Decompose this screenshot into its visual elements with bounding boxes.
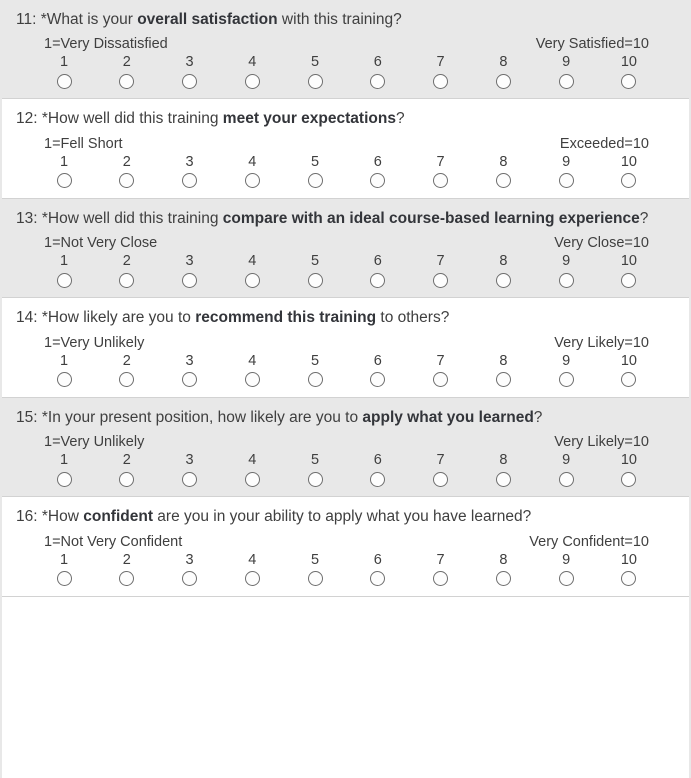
radio-option[interactable] bbox=[57, 74, 72, 89]
question-block bbox=[2, 398, 689, 497]
question-text-suffix: ? bbox=[533, 408, 543, 426]
scale-number-label: 5 bbox=[311, 253, 320, 270]
scale-number-label: 10 bbox=[620, 253, 637, 270]
rating-scale bbox=[16, 331, 675, 389]
question-text-suffix: with this training? bbox=[277, 11, 402, 28]
scale-radio-row bbox=[38, 568, 655, 588]
scale-radio-row bbox=[38, 468, 655, 488]
scale-radio-cell[interactable] bbox=[415, 172, 467, 190]
scale-radio-cell[interactable] bbox=[415, 371, 467, 389]
radio-option[interactable] bbox=[496, 74, 511, 89]
scale-radio-cell[interactable] bbox=[101, 72, 153, 90]
question-block bbox=[2, 497, 689, 596]
scale-radio-cell[interactable] bbox=[352, 570, 404, 588]
scale-radio-cell[interactable] bbox=[352, 72, 404, 90]
question-text bbox=[16, 507, 675, 527]
scale-anchor-high: Very Likely=10 bbox=[554, 334, 649, 351]
scale-radio-cell[interactable] bbox=[415, 271, 467, 289]
scale-radio-cell[interactable] bbox=[352, 172, 404, 190]
scale-radio-cell[interactable] bbox=[101, 470, 153, 488]
scale-number-label: 2 bbox=[122, 551, 131, 568]
radio-option[interactable] bbox=[245, 372, 260, 387]
radio-option[interactable] bbox=[182, 372, 197, 387]
radio-option[interactable] bbox=[370, 74, 385, 89]
scale-radio-cell[interactable] bbox=[603, 470, 655, 488]
scale-radio-row bbox=[38, 170, 655, 190]
scale-radio-cell[interactable] bbox=[101, 570, 153, 588]
scale-radio-cell[interactable] bbox=[289, 570, 341, 588]
question-text bbox=[16, 109, 675, 129]
radio-option[interactable] bbox=[370, 472, 385, 487]
scale-number-label: 10 bbox=[620, 551, 637, 568]
scale-anchor-high: Very Confident=10 bbox=[529, 533, 649, 550]
question-number: 14: bbox=[16, 309, 38, 327]
question-text-prefix: *What is your bbox=[40, 11, 138, 28]
radio-option[interactable] bbox=[119, 372, 134, 387]
radio-option[interactable] bbox=[496, 472, 511, 487]
question-text bbox=[16, 308, 675, 328]
radio-option[interactable] bbox=[119, 173, 134, 188]
scale-radio-cell[interactable] bbox=[164, 371, 216, 389]
question-number: 12: bbox=[16, 110, 38, 128]
radio-option[interactable] bbox=[245, 472, 260, 487]
radio-option[interactable] bbox=[433, 571, 448, 586]
radio-option[interactable] bbox=[433, 74, 448, 89]
radio-option[interactable] bbox=[559, 173, 574, 188]
scale-anchor-high: Very Close=10 bbox=[554, 235, 649, 252]
radio-option[interactable] bbox=[119, 273, 134, 288]
question-number: 11: bbox=[16, 11, 37, 28]
scale-radio-cell[interactable] bbox=[540, 470, 592, 488]
scale-anchor-high: Exceeded=10 bbox=[559, 135, 649, 152]
scale-number-label: 2 bbox=[122, 253, 131, 270]
radio-option[interactable] bbox=[559, 372, 574, 387]
scale-radio-cell[interactable] bbox=[289, 371, 341, 389]
scale-number-label: 8 bbox=[499, 253, 508, 270]
scale-radio-row bbox=[38, 269, 655, 289]
scale-radio-cell[interactable] bbox=[164, 72, 216, 90]
scale-number-label: 3 bbox=[185, 551, 194, 568]
radio-option[interactable] bbox=[308, 571, 323, 586]
radio-option[interactable] bbox=[433, 173, 448, 188]
radio-option[interactable] bbox=[119, 571, 134, 586]
scale-radio-cell[interactable] bbox=[226, 371, 278, 389]
question-block bbox=[2, 0, 689, 99]
radio-option[interactable] bbox=[119, 472, 134, 487]
scale-radio-cell[interactable] bbox=[477, 172, 529, 190]
question-text-emphasis: compare with an ideal course-based learning experience bbox=[222, 209, 640, 227]
rating-scale bbox=[16, 32, 675, 90]
question-block bbox=[2, 99, 689, 198]
scale-radio-cell[interactable] bbox=[540, 570, 592, 588]
radio-option[interactable] bbox=[308, 372, 323, 387]
scale-number-row bbox=[38, 550, 655, 568]
question-text-prefix: *In your present position, how likely are you to bbox=[41, 408, 363, 426]
radio-option[interactable] bbox=[621, 74, 636, 89]
scale-number-label: 8 bbox=[499, 551, 508, 568]
radio-option[interactable] bbox=[57, 372, 72, 387]
scale-anchor-row bbox=[38, 530, 655, 550]
question-text-suffix: ? bbox=[395, 110, 405, 128]
scale-radio-cell[interactable] bbox=[226, 570, 278, 588]
scale-number-label: 9 bbox=[562, 551, 571, 568]
scale-number-label: 6 bbox=[373, 551, 382, 568]
scale-radio-cell[interactable] bbox=[540, 271, 592, 289]
scale-radio-cell[interactable] bbox=[226, 470, 278, 488]
scale-number-label: 9 bbox=[562, 54, 571, 71]
scale-radio-cell[interactable] bbox=[477, 72, 529, 90]
scale-radio-cell[interactable] bbox=[289, 72, 341, 90]
radio-option[interactable] bbox=[370, 273, 385, 288]
radio-option[interactable] bbox=[182, 74, 197, 89]
scale-number-label: 10 bbox=[620, 54, 637, 71]
radio-option[interactable] bbox=[57, 472, 72, 487]
scale-number-row bbox=[38, 251, 655, 269]
scale-radio-cell[interactable] bbox=[540, 371, 592, 389]
question-text-prefix: *How bbox=[41, 508, 84, 526]
scale-number-row bbox=[38, 351, 655, 369]
radio-option[interactable] bbox=[308, 472, 323, 487]
scale-radio-cell[interactable] bbox=[603, 172, 655, 190]
scale-anchor-low: 1=Fell Short bbox=[44, 135, 123, 152]
scale-radio-cell[interactable] bbox=[415, 570, 467, 588]
scale-anchor-low: 1=Very Unlikely bbox=[44, 434, 145, 451]
scale-number-label: 8 bbox=[499, 352, 508, 369]
scale-number-label: 4 bbox=[248, 551, 257, 568]
radio-option[interactable] bbox=[370, 372, 385, 387]
radio-option[interactable] bbox=[182, 472, 197, 487]
scale-anchor-row bbox=[38, 231, 655, 251]
radio-option[interactable] bbox=[308, 173, 323, 188]
scale-number-label: 3 bbox=[185, 352, 194, 369]
scale-radio-cell[interactable] bbox=[226, 172, 278, 190]
scale-number-label: 2 bbox=[122, 452, 131, 469]
scale-number-label: 4 bbox=[248, 352, 257, 369]
scale-radio-cell[interactable] bbox=[38, 172, 90, 190]
radio-option[interactable] bbox=[245, 273, 260, 288]
radio-option[interactable] bbox=[496, 372, 511, 387]
scale-number-label: 7 bbox=[436, 352, 445, 369]
scale-number-row bbox=[38, 152, 655, 170]
radio-option[interactable] bbox=[182, 173, 197, 188]
scale-number-label: 10 bbox=[620, 352, 637, 369]
question-text-emphasis: apply what you learned bbox=[362, 408, 534, 426]
question-text-prefix: *How likely are you to bbox=[41, 309, 196, 327]
scale-radio-cell[interactable] bbox=[164, 271, 216, 289]
scale-radio-cell[interactable] bbox=[477, 371, 529, 389]
scale-number-label: 3 bbox=[185, 153, 194, 170]
scale-number-label: 6 bbox=[373, 352, 382, 369]
scale-number-label: 5 bbox=[311, 352, 320, 369]
question-number: 15: bbox=[16, 408, 38, 426]
scale-radio-cell[interactable] bbox=[38, 72, 90, 90]
rating-scale bbox=[16, 430, 675, 488]
question-text-suffix: to others? bbox=[376, 309, 450, 327]
scale-number-label: 2 bbox=[122, 352, 131, 369]
radio-option[interactable] bbox=[245, 173, 260, 188]
scale-number-label: 7 bbox=[436, 551, 445, 568]
scale-number-label: 9 bbox=[562, 253, 571, 270]
scale-anchor-low: 1=Very Dissatisfied bbox=[44, 36, 168, 53]
radio-option[interactable] bbox=[559, 273, 574, 288]
scale-radio-cell[interactable] bbox=[289, 271, 341, 289]
scale-number-label: 1 bbox=[59, 551, 69, 568]
scale-radio-row bbox=[38, 369, 655, 389]
scale-number-label: 10 bbox=[620, 452, 637, 469]
scale-number-label: 6 bbox=[373, 54, 382, 71]
scale-number-label: 7 bbox=[436, 253, 445, 270]
scale-anchor-low: 1=Not Very Confident bbox=[44, 533, 183, 550]
radio-option[interactable] bbox=[433, 472, 448, 487]
radio-option[interactable] bbox=[57, 173, 72, 188]
question-number: 16: bbox=[16, 508, 38, 526]
scale-radio-cell[interactable] bbox=[603, 271, 655, 289]
radio-option[interactable] bbox=[559, 472, 574, 487]
radio-option[interactable] bbox=[308, 74, 323, 89]
question-text-emphasis: meet your expectations bbox=[222, 110, 396, 128]
scale-radio-cell[interactable] bbox=[164, 570, 216, 588]
scale-number-label: 7 bbox=[436, 452, 445, 469]
scale-number-label: 6 bbox=[373, 452, 382, 469]
scale-radio-cell[interactable] bbox=[415, 72, 467, 90]
question-text bbox=[16, 408, 675, 428]
rating-scale bbox=[16, 530, 675, 588]
radio-option[interactable] bbox=[496, 173, 511, 188]
question-number: 13: bbox=[16, 209, 38, 227]
scale-number-label: 5 bbox=[311, 54, 320, 71]
scale-number-label: 5 bbox=[311, 153, 320, 170]
scale-anchor-high: Very Satisfied=10 bbox=[535, 36, 649, 53]
radio-option[interactable] bbox=[621, 571, 636, 586]
scale-number-label: 8 bbox=[499, 452, 508, 469]
scale-radio-cell[interactable] bbox=[38, 271, 90, 289]
scale-number-label: 8 bbox=[499, 54, 508, 71]
scale-radio-cell[interactable] bbox=[603, 570, 655, 588]
scale-radio-row bbox=[38, 70, 655, 90]
scale-number-label: 10 bbox=[620, 153, 637, 170]
scale-anchor-low: 1=Very Unlikely bbox=[44, 334, 145, 351]
scale-anchor-row bbox=[38, 132, 655, 152]
rating-scale bbox=[16, 231, 675, 289]
scale-number-label: 9 bbox=[562, 352, 571, 369]
question-text-prefix: *How well did this training bbox=[41, 209, 223, 227]
scale-number-label: 1 bbox=[59, 54, 69, 71]
scale-radio-cell[interactable] bbox=[226, 72, 278, 90]
rating-scale bbox=[16, 132, 675, 190]
scale-number-label: 3 bbox=[185, 54, 194, 71]
scale-radio-cell[interactable] bbox=[38, 470, 90, 488]
radio-option[interactable] bbox=[496, 273, 511, 288]
scale-number-label: 7 bbox=[436, 54, 445, 71]
scale-number-label: 4 bbox=[248, 253, 257, 270]
scale-number-label: 5 bbox=[311, 452, 320, 469]
radio-option[interactable] bbox=[433, 372, 448, 387]
scale-radio-cell[interactable] bbox=[164, 172, 216, 190]
scale-radio-cell[interactable] bbox=[477, 570, 529, 588]
scale-anchor-row bbox=[38, 32, 655, 52]
scale-number-label: 4 bbox=[248, 54, 257, 71]
scale-number-label: 2 bbox=[122, 153, 131, 170]
radio-option[interactable] bbox=[621, 173, 636, 188]
scale-radio-cell[interactable] bbox=[352, 470, 404, 488]
scale-radio-cell[interactable] bbox=[38, 570, 90, 588]
scale-number-label: 1 bbox=[59, 153, 69, 170]
scale-number-row bbox=[38, 450, 655, 468]
scale-anchor-low: 1=Not Very Close bbox=[44, 235, 158, 252]
scale-radio-cell[interactable] bbox=[101, 271, 153, 289]
scale-radio-cell[interactable] bbox=[477, 271, 529, 289]
scale-radio-cell[interactable] bbox=[540, 72, 592, 90]
scale-number-label: 5 bbox=[311, 551, 320, 568]
scale-number-label: 6 bbox=[373, 253, 382, 270]
scale-number-label: 8 bbox=[499, 153, 508, 170]
scale-radio-cell[interactable] bbox=[289, 470, 341, 488]
question-text-suffix: ? bbox=[639, 209, 649, 227]
question-text-emphasis: recommend this training bbox=[195, 309, 377, 327]
scale-number-label: 9 bbox=[562, 153, 571, 170]
scale-radio-cell[interactable] bbox=[289, 172, 341, 190]
radio-option[interactable] bbox=[559, 74, 574, 89]
scale-radio-cell[interactable] bbox=[415, 470, 467, 488]
question-text-emphasis: overall satisfaction bbox=[137, 11, 278, 28]
scale-number-label: 1 bbox=[59, 253, 69, 270]
question-text-prefix: *How well did this training bbox=[41, 110, 223, 128]
scale-number-label: 1 bbox=[59, 352, 69, 369]
question-text-suffix: are you in your ability to apply what you have learned? bbox=[152, 508, 532, 526]
radio-option[interactable] bbox=[182, 571, 197, 586]
radio-option[interactable] bbox=[433, 273, 448, 288]
radio-option[interactable] bbox=[308, 273, 323, 288]
scale-radio-cell[interactable] bbox=[603, 371, 655, 389]
scale-radio-cell[interactable] bbox=[352, 271, 404, 289]
scale-anchor-row bbox=[38, 331, 655, 351]
radio-option[interactable] bbox=[621, 472, 636, 487]
question-block bbox=[2, 199, 689, 298]
scale-anchor-high: Very Likely=10 bbox=[554, 434, 649, 451]
scale-number-label: 6 bbox=[373, 153, 382, 170]
radio-option[interactable] bbox=[245, 571, 260, 586]
radio-option[interactable] bbox=[370, 571, 385, 586]
scale-radio-cell[interactable] bbox=[540, 172, 592, 190]
radio-option[interactable] bbox=[182, 273, 197, 288]
radio-option[interactable] bbox=[245, 74, 260, 89]
scale-number-row bbox=[38, 52, 655, 70]
scale-number-label: 3 bbox=[185, 253, 194, 270]
scale-number-label: 7 bbox=[436, 153, 445, 170]
scale-radio-cell[interactable] bbox=[603, 72, 655, 90]
radio-option[interactable] bbox=[370, 173, 385, 188]
scale-radio-cell[interactable] bbox=[101, 371, 153, 389]
radio-option[interactable] bbox=[57, 571, 72, 586]
scale-number-label: 2 bbox=[122, 54, 131, 71]
scale-radio-cell[interactable] bbox=[352, 371, 404, 389]
radio-option[interactable] bbox=[496, 571, 511, 586]
radio-option[interactable] bbox=[621, 372, 636, 387]
scale-radio-cell[interactable] bbox=[38, 371, 90, 389]
radio-option[interactable] bbox=[559, 571, 574, 586]
radio-option[interactable] bbox=[119, 74, 134, 89]
scale-radio-cell[interactable] bbox=[101, 172, 153, 190]
scale-number-label: 1 bbox=[59, 452, 69, 469]
scale-anchor-row bbox=[38, 430, 655, 450]
scale-number-label: 4 bbox=[248, 153, 257, 170]
question-text bbox=[16, 209, 675, 229]
scale-radio-cell[interactable] bbox=[226, 271, 278, 289]
question-block bbox=[2, 298, 689, 397]
scale-number-label: 9 bbox=[562, 452, 571, 469]
scale-radio-cell[interactable] bbox=[164, 470, 216, 488]
scale-number-label: 4 bbox=[248, 452, 257, 469]
radio-option[interactable] bbox=[621, 273, 636, 288]
scale-number-label: 3 bbox=[185, 452, 194, 469]
radio-option[interactable] bbox=[57, 273, 72, 288]
question-text bbox=[16, 10, 675, 30]
scale-radio-cell[interactable] bbox=[477, 470, 529, 488]
question-text-emphasis: confident bbox=[83, 508, 153, 526]
